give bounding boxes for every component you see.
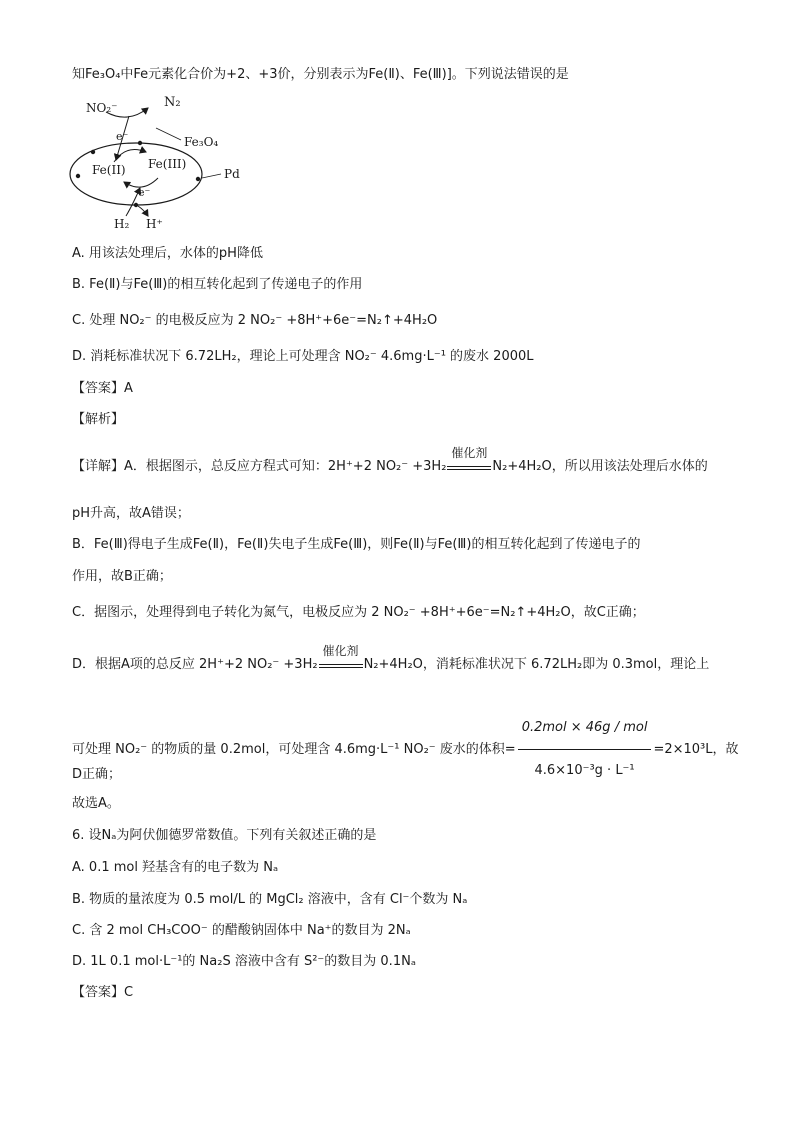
catalyst-label: 催化剂 bbox=[451, 446, 488, 460]
label-e-top: e⁻ bbox=[116, 130, 129, 143]
label-fe2: Fe(II) bbox=[92, 163, 126, 177]
q5-detail-a bbox=[72, 446, 708, 476]
q6-answer: 【答案】C bbox=[72, 985, 134, 1000]
q5-stem: 知Fe₃O₄中Fe元素化合价为+2、+3价，分别表示为Fe(Ⅱ)、Fe(Ⅲ)]。下列说法错误的是 bbox=[72, 67, 569, 82]
q5-detail-b-line1: B．Fe(Ⅲ)得电子生成Fe(Ⅱ)，Fe(Ⅱ)失电子生成Fe(Ⅲ)，则Fe(Ⅱ)与Fe(Ⅲ)的相互转化起到了传递电子的 bbox=[72, 537, 641, 552]
q5-answer: 【答案】A bbox=[72, 381, 133, 396]
q6-option-b: B. 物质的量浓度为 0.5 mol/L 的 MgCl₂ 溶液中，含有 Cl⁻个数为 Nₐ bbox=[72, 892, 468, 907]
fraction-denominator: 4.6×10⁻³g · L⁻¹ bbox=[534, 763, 635, 778]
q5-choose: 故选A。 bbox=[72, 796, 120, 811]
q6-option-c: C. 含 2 mol CH₃COO⁻ 的醋酸钠固体中 Na⁺的数目为 2Nₐ bbox=[72, 923, 411, 938]
q5-detail-b-line2: 作用，故B正确； bbox=[72, 569, 172, 584]
q5-option-c: C. 处理 NO₂⁻ 的电极反应为 2 NO₂⁻ +8H⁺+6e⁻=N₂↑+4H₂O bbox=[72, 313, 438, 328]
q5-analysis-heading: 【解析】 bbox=[72, 412, 125, 427]
q5-option-b: B. Fe(Ⅱ)与Fe(Ⅲ)的相互转化起到了传递电子的作用 bbox=[72, 277, 363, 292]
catalyst-equals-sign bbox=[447, 446, 491, 476]
label-fe3: Fe(III) bbox=[148, 157, 187, 171]
q6-option-d: D. 1L 0.1 mol·L⁻¹的 Na₂S 溶液中含有 S²⁻的数目为 0.1Nₐ bbox=[72, 954, 416, 969]
q5-detail-a-cont: pH升高，故A错误； bbox=[72, 506, 190, 521]
detail-a-post: N₂+4H₂O，所以用该法处理后水体的 bbox=[492, 459, 708, 474]
detail-d2-post: =2×10³L，故 bbox=[653, 742, 739, 757]
detail-d-post: N₂+4H₂O，消耗标准状况下 6.72LH₂即为 0.3mol，理论上 bbox=[363, 657, 710, 672]
q5-detail-c: C．据图示，处理得到电子转化为氮气，电极反应为 2 NO₂⁻ +8H⁺+6e⁻=N₂↑+4H₂O，故C正确； bbox=[72, 605, 645, 620]
q5-detail-d-line3: D正确； bbox=[72, 767, 122, 782]
label-fe3o4: Fe₃O₄ bbox=[184, 135, 219, 149]
label-hplus: H⁺ bbox=[146, 217, 163, 231]
hplus-arrow bbox=[138, 206, 148, 216]
volume-fraction bbox=[518, 708, 652, 791]
q5-option-a: A. 用该法处理后，水体的pH降低 bbox=[72, 246, 263, 261]
detail-a-pre: 【详解】A．根据图示，总反应方程式可知：2H⁺+2 NO₂⁻ +3H₂ bbox=[72, 459, 447, 474]
q6-stem: 6. 设Nₐ为阿伏伽德罗常数值。下列有关叙述正确的是 bbox=[72, 828, 377, 843]
catalyst-equals-sign-2 bbox=[319, 644, 363, 674]
fraction-numerator: 0.2mol × 46g / mol bbox=[518, 708, 652, 750]
detail-d2-pre: 可处理 NO₂⁻ 的物质的量 0.2mol，可处理含 4.6mg·L⁻¹ NO₂⁻ 废水的体积= bbox=[72, 742, 516, 757]
q5-option-d: D. 消耗标准状况下 6.72LH₂，理论上可处理含 NO₂⁻ 4.6mg·L⁻¹ 的废水 2000L bbox=[72, 349, 534, 364]
catalyst-label-2: 催化剂 bbox=[322, 644, 359, 658]
electron-transfer-diagram bbox=[66, 88, 286, 238]
label-pd: Pd bbox=[224, 167, 240, 181]
label-no2: NO₂⁻ bbox=[86, 101, 118, 115]
q6-option-a: A. 0.1 mol 羟基含有的电子数为 Nₐ bbox=[72, 860, 279, 875]
label-h2: H₂ bbox=[114, 217, 130, 231]
q5-detail-d bbox=[72, 644, 710, 674]
label-e-bottom: e⁻ bbox=[138, 186, 151, 199]
label-n2: N₂ bbox=[164, 95, 181, 110]
detail-d-pre: D．根据A项的总反应 2H⁺+2 NO₂⁻ +3H₂ bbox=[72, 657, 318, 672]
q5-detail-d-line2 bbox=[72, 708, 739, 791]
